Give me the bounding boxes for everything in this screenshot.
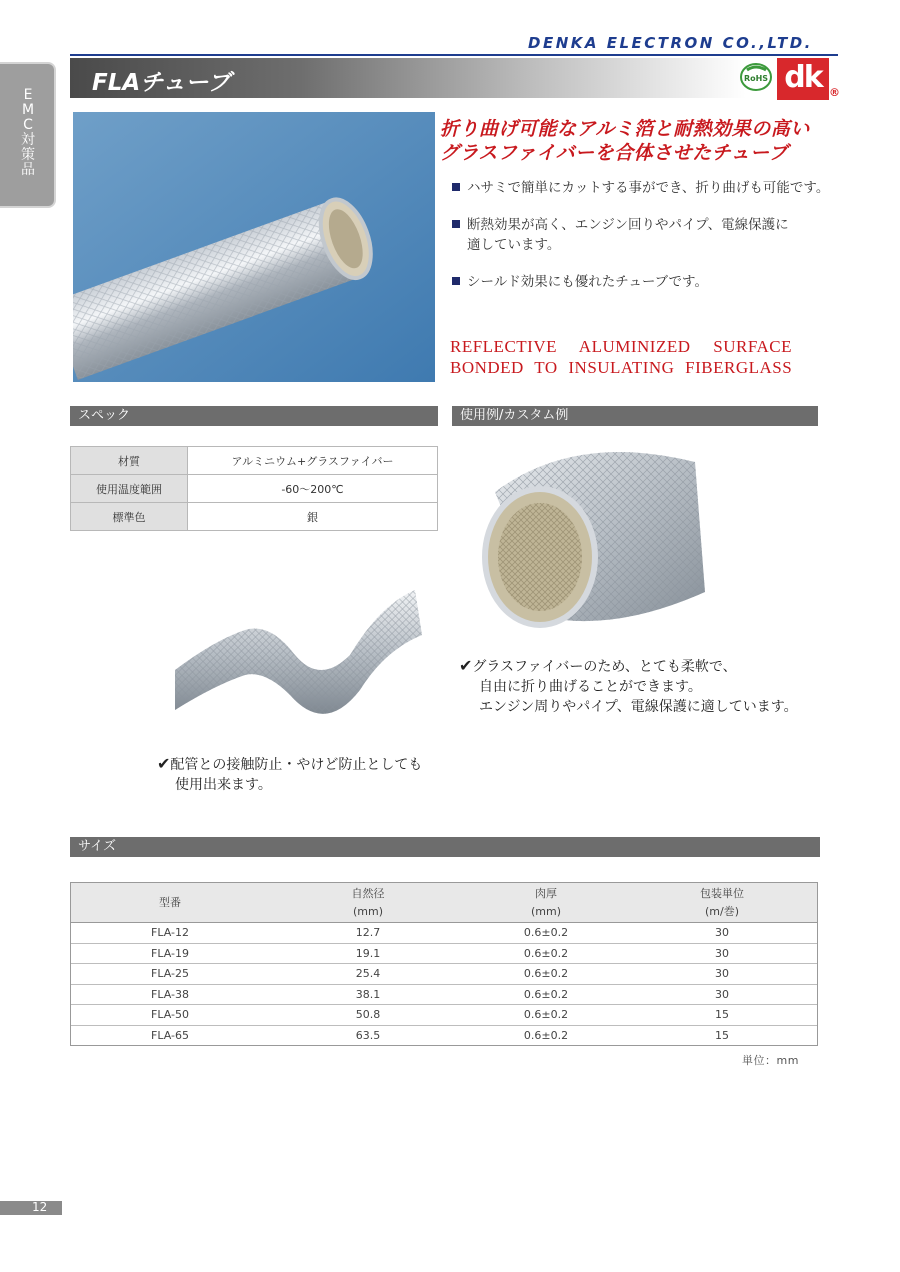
- table-row: [71, 475, 438, 503]
- side-tab-label: EMC対策品: [21, 87, 35, 178]
- header-rule: [70, 54, 838, 56]
- column-header: 包装単位 (m/巻): [626, 883, 818, 923]
- size-table: [70, 882, 818, 1046]
- table-row: FLA-25 25.4 0.6±0.2 30: [70, 964, 818, 985]
- feature-item: 断熱効果が高く、エンジン回りやパイプ、電線保護に 適しています。: [452, 215, 832, 255]
- spec-table: [70, 446, 438, 531]
- table-row: FLA-19 19.1 0.6±0.2 30: [70, 943, 818, 964]
- table-header-row: [70, 883, 818, 923]
- headline-line-2: グラスファイバーを合体させたチューブ: [440, 142, 789, 164]
- headline-line-1: 折り曲げ可能なアルミ箔と耐熱効果の高い: [440, 118, 810, 140]
- column-header: 肉厚 (mm): [466, 883, 626, 923]
- logo-registered-mark: ®: [829, 86, 840, 99]
- page-number-bar: [0, 1201, 62, 1215]
- spec-label: 使用温度範囲: [71, 475, 188, 503]
- table-row: FLA-50 50.8 0.6±0.2 15: [70, 1005, 818, 1026]
- tube-end-photo: [455, 442, 705, 640]
- spec-value: アルミニウム+グラスファイバー: [188, 447, 438, 475]
- page-title: FLAチューブ: [92, 70, 231, 96]
- feature-item: ハサミで簡単にカットする事ができ、折り曲げも可能です。: [452, 178, 832, 198]
- caption-line: エンジン周りやパイプ、電線保護に適しています。: [479, 699, 798, 715]
- table-row: [71, 447, 438, 475]
- caption-line: グラスファイバーのため、とても柔軟で、: [472, 659, 737, 675]
- spec-value: 銀: [188, 503, 438, 531]
- english-tagline-1: REFLECTIVE ALUMINIZED SURFACE: [450, 337, 793, 356]
- check-icon: ✔: [157, 754, 171, 773]
- usage-heading: 使用例/カスタム例: [452, 406, 818, 426]
- rohs-label: RoHS: [743, 74, 769, 83]
- product-photo: [73, 112, 435, 382]
- rohs-logo-icon: [739, 62, 773, 92]
- spec-heading: スペック: [70, 406, 438, 426]
- feature-list: [452, 178, 832, 309]
- caption-line: 自由に折り曲げることができます。: [479, 679, 702, 695]
- table-row: FLA-65 63.5 0.6±0.2 15: [70, 1025, 818, 1046]
- usage-caption-left: [157, 754, 422, 795]
- feature-item: シールド効果にも優れたチューブです。: [452, 272, 832, 292]
- unit-note: 単位：mm: [742, 1054, 799, 1067]
- size-heading: サイズ: [70, 837, 820, 857]
- table-row: FLA-12 12.7 0.6±0.2 30: [70, 923, 818, 944]
- table-row: FLA-38 38.1 0.6±0.2 30: [70, 984, 818, 1005]
- bent-tube-photo: [175, 560, 422, 732]
- english-tagline-2: BONDED TO INSULATING FIBERGLASS: [450, 358, 793, 377]
- dk-logo: dk: [777, 58, 829, 100]
- table-row: [71, 503, 438, 531]
- column-header: 型番: [70, 883, 270, 923]
- usage-caption-right: [459, 656, 798, 717]
- spec-label: 材質: [71, 447, 188, 475]
- spec-value: -60～200℃: [188, 475, 438, 503]
- caption-line: 使用出来ます。: [175, 777, 272, 793]
- page-number: 12: [32, 1200, 48, 1214]
- company-name: DENKA ELECTRON CO.,LTD.: [528, 34, 813, 52]
- check-icon: ✔: [459, 656, 473, 675]
- spec-label: 標準色: [71, 503, 188, 531]
- caption-line: 配管との接触防止・やけど防止としても: [170, 757, 423, 773]
- column-header: 自然径 (mm): [270, 883, 466, 923]
